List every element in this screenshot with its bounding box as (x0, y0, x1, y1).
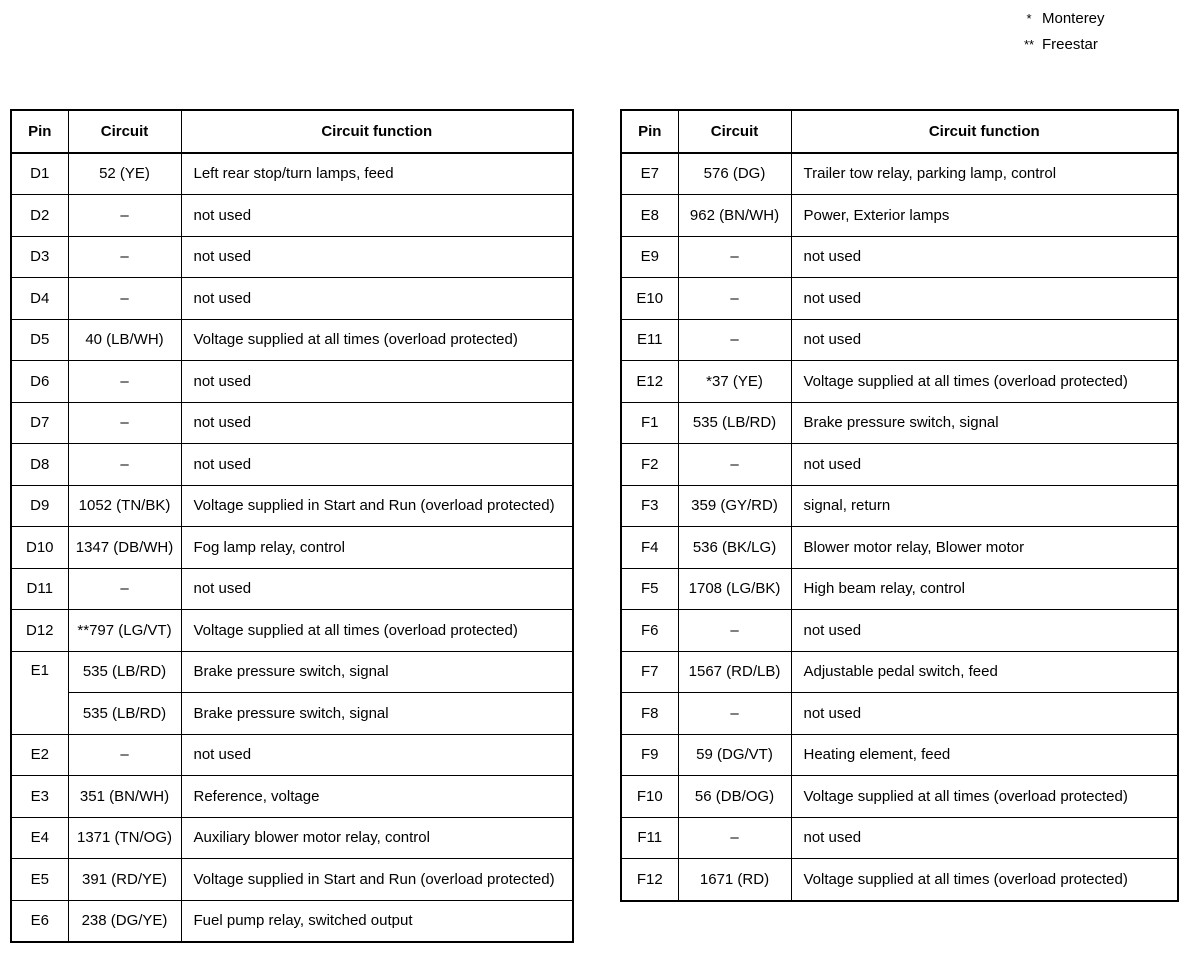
table-row (621, 776, 1178, 818)
table-row (621, 195, 1178, 237)
cell-pin: E9 (621, 236, 678, 278)
cell-function: High beam relay, control (791, 568, 1178, 610)
cell-circuit: – (678, 278, 791, 320)
table-row (621, 361, 1178, 403)
table-row (11, 568, 573, 610)
table-row (621, 444, 1178, 486)
cell-circuit: 536 (BK/LG) (678, 527, 791, 569)
cell-function: Fuel pump relay, switched output (181, 900, 573, 942)
cell-circuit: *37 (YE) (678, 361, 791, 403)
cell-function: not used (181, 568, 573, 610)
cell-function: Heating element, feed (791, 734, 1178, 776)
cell-function: Voltage supplied at all times (overload protected) (181, 319, 573, 361)
cell-circuit: – (68, 402, 181, 444)
cell-circuit: – (678, 610, 791, 652)
table-row (11, 900, 573, 942)
cell-function: Brake pressure switch, signal (791, 402, 1178, 444)
table-row (621, 527, 1178, 569)
cell-pin: D3 (11, 236, 68, 278)
cell-function: Auxiliary blower motor relay, control (181, 817, 573, 859)
cell-pin: D1 (11, 153, 68, 195)
column-header-circuit: Circuit (68, 110, 181, 153)
cell-function: signal, return (791, 485, 1178, 527)
cell-pin: D5 (11, 319, 68, 361)
cell-circuit: – (68, 361, 181, 403)
cell-pin: D8 (11, 444, 68, 486)
cell-pin: F10 (621, 776, 678, 818)
cell-pin: F5 (621, 568, 678, 610)
cell-function: not used (791, 236, 1178, 278)
cell-circuit: 1371 (TN/OG) (68, 817, 181, 859)
cell-circuit: 535 (LB/RD) (678, 402, 791, 444)
cell-circuit: 535 (LB/RD) (68, 651, 181, 693)
table-row (11, 402, 573, 444)
table-row (11, 610, 573, 652)
cell-function: Voltage supplied in Start and Run (overload protected) (181, 485, 573, 527)
cell-function: not used (791, 693, 1178, 735)
cell-pin: D12 (11, 610, 68, 652)
legend-mark: ** (1023, 37, 1035, 52)
table-row (621, 734, 1178, 776)
cell-circuit: 1052 (TN/BK) (68, 485, 181, 527)
table-row (11, 527, 573, 569)
table-row (11, 859, 573, 901)
cell-circuit: 359 (GY/RD) (678, 485, 791, 527)
table-header-row (11, 110, 573, 153)
column-header-pin: Pin (621, 110, 678, 153)
legend-label: Monterey (1042, 10, 1105, 27)
cell-circuit: – (68, 734, 181, 776)
cell-function: Blower motor relay, Blower motor (791, 527, 1178, 569)
column-header-pin: Pin (11, 110, 68, 153)
cell-function: not used (181, 444, 573, 486)
table-row (11, 776, 573, 818)
table-row (621, 153, 1178, 195)
cell-function: Brake pressure switch, signal (181, 651, 573, 693)
cell-circuit: 391 (RD/YE) (68, 859, 181, 901)
cell-pin: D10 (11, 527, 68, 569)
pin-table-right-body (621, 153, 1178, 901)
cell-circuit: – (68, 236, 181, 278)
table-row (11, 361, 573, 403)
legend-label: Freestar (1042, 36, 1098, 53)
cell-pin: F11 (621, 817, 678, 859)
cell-circuit: – (678, 693, 791, 735)
table-row (621, 693, 1178, 735)
cell-circuit: – (678, 236, 791, 278)
cell-circuit: – (68, 444, 181, 486)
cell-function: not used (791, 817, 1178, 859)
cell-function: not used (181, 361, 573, 403)
cell-pin: D7 (11, 402, 68, 444)
table-row (11, 444, 573, 486)
pin-table-left-body (11, 153, 573, 943)
table-row (11, 485, 573, 527)
cell-pin: F12 (621, 859, 678, 901)
cell-pin: E4 (11, 817, 68, 859)
cell-circuit: 535 (LB/RD) (68, 693, 181, 735)
table-row (11, 319, 573, 361)
legend-mark: * (1026, 11, 1032, 26)
cell-circuit: – (68, 568, 181, 610)
column-header-function: Circuit function (181, 110, 573, 153)
cell-pin: E1 (11, 651, 68, 734)
cell-function: Power, Exterior lamps (791, 195, 1178, 237)
cell-pin: E5 (11, 859, 68, 901)
column-header-circuit: Circuit (678, 110, 791, 153)
pin-table-left (10, 109, 574, 943)
cell-circuit: 1671 (RD) (678, 859, 791, 901)
cell-function: Reference, voltage (181, 776, 573, 818)
cell-pin: F4 (621, 527, 678, 569)
table-row (11, 693, 573, 735)
cell-pin: F8 (621, 693, 678, 735)
cell-pin: D9 (11, 485, 68, 527)
table-row (11, 236, 573, 278)
table-row (11, 278, 573, 320)
table-row (621, 402, 1178, 444)
table-row (621, 278, 1178, 320)
cell-circuit: – (68, 278, 181, 320)
table-row (11, 817, 573, 859)
table-row (621, 651, 1178, 693)
legend-item-monterey (1020, 6, 1105, 32)
cell-circuit: 52 (YE) (68, 153, 181, 195)
cell-function: not used (181, 195, 573, 237)
cell-circuit: – (678, 817, 791, 859)
cell-circuit: – (68, 195, 181, 237)
cell-circuit: – (678, 444, 791, 486)
cell-function: Left rear stop/turn lamps, feed (181, 153, 573, 195)
cell-pin: D2 (11, 195, 68, 237)
cell-function: Voltage supplied at all times (overload protected) (181, 610, 573, 652)
cell-function: not used (181, 402, 573, 444)
cell-function: not used (791, 610, 1178, 652)
cell-function: Brake pressure switch, signal (181, 693, 573, 735)
cell-function: Adjustable pedal switch, feed (791, 651, 1178, 693)
legend-item-freestar (1020, 32, 1105, 58)
cell-function: not used (791, 444, 1178, 486)
cell-circuit: 962 (BN/WH) (678, 195, 791, 237)
cell-pin: D6 (11, 361, 68, 403)
cell-pin: E12 (621, 361, 678, 403)
cell-function: Voltage supplied at all times (overload protected) (791, 859, 1178, 901)
table-row (621, 485, 1178, 527)
cell-pin: E6 (11, 900, 68, 942)
cell-circuit: 351 (BN/WH) (68, 776, 181, 818)
cell-circuit: 1708 (LG/BK) (678, 568, 791, 610)
table-row (621, 319, 1178, 361)
cell-circuit: 40 (LB/WH) (68, 319, 181, 361)
table-row (621, 236, 1178, 278)
table-header-row (621, 110, 1178, 153)
cell-circuit: 1567 (RD/LB) (678, 651, 791, 693)
cell-pin: F3 (621, 485, 678, 527)
cell-function: not used (791, 278, 1178, 320)
cell-circuit: 1347 (DB/WH) (68, 527, 181, 569)
cell-function: not used (181, 734, 573, 776)
cell-function: not used (791, 319, 1178, 361)
table-row (621, 610, 1178, 652)
cell-pin: F9 (621, 734, 678, 776)
cell-pin: F1 (621, 402, 678, 444)
cell-pin: E8 (621, 195, 678, 237)
cell-circuit: 59 (DG/VT) (678, 734, 791, 776)
table-row (621, 568, 1178, 610)
cell-pin: D11 (11, 568, 68, 610)
table-row (11, 734, 573, 776)
legend (1020, 6, 1105, 58)
cell-pin: E7 (621, 153, 678, 195)
cell-function: Voltage supplied at all times (overload protected) (791, 361, 1178, 403)
cell-pin: F6 (621, 610, 678, 652)
cell-pin: E2 (11, 734, 68, 776)
table-row (11, 153, 573, 195)
cell-pin: F7 (621, 651, 678, 693)
cell-circuit: 238 (DG/YE) (68, 900, 181, 942)
cell-circuit: 56 (DB/OG) (678, 776, 791, 818)
cell-function: Voltage supplied in Start and Run (overload protected) (181, 859, 573, 901)
cell-pin: D4 (11, 278, 68, 320)
table-row (621, 817, 1178, 859)
cell-pin: E3 (11, 776, 68, 818)
table-row (621, 859, 1178, 901)
cell-pin: E10 (621, 278, 678, 320)
cell-function: not used (181, 236, 573, 278)
cell-function: Voltage supplied at all times (overload protected) (791, 776, 1178, 818)
cell-circuit: 576 (DG) (678, 153, 791, 195)
column-header-function: Circuit function (791, 110, 1178, 153)
table-row (11, 195, 573, 237)
pin-table-right (620, 109, 1179, 902)
cell-circuit: **797 (LG/VT) (68, 610, 181, 652)
table-row (11, 651, 573, 693)
cell-function: Fog lamp relay, control (181, 527, 573, 569)
cell-pin: E11 (621, 319, 678, 361)
cell-function: not used (181, 278, 573, 320)
cell-circuit: – (678, 319, 791, 361)
cell-pin: F2 (621, 444, 678, 486)
cell-function: Trailer tow relay, parking lamp, control (791, 153, 1178, 195)
